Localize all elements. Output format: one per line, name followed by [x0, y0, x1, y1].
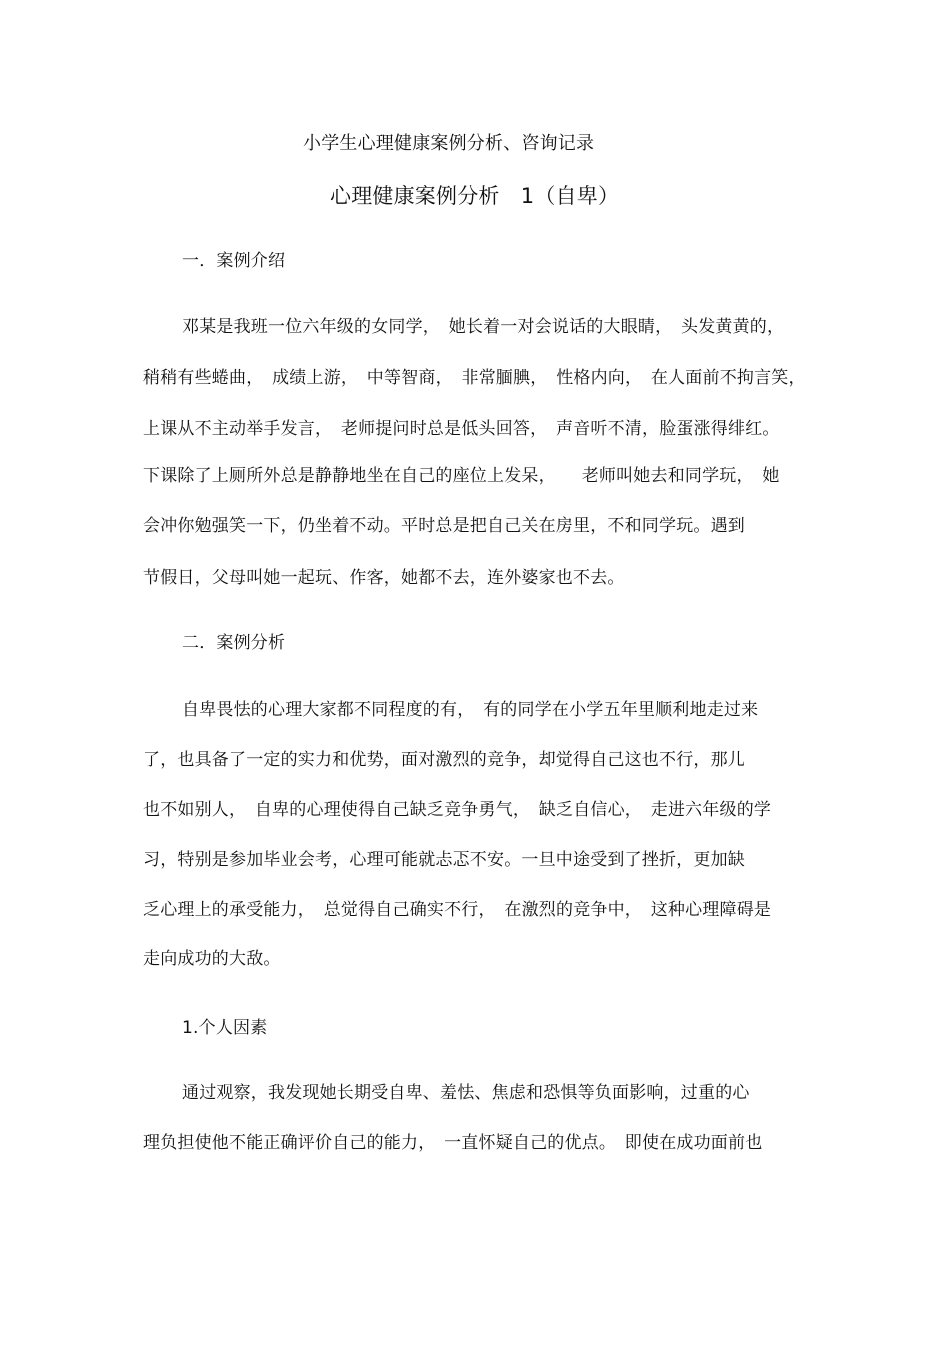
paragraph-line: 通过观察，我发现她长期受自卑、羞怯、焦虑和恐惧等负面影响，过重的心 — [182, 1083, 750, 1103]
paragraph-line: 节假日，父母叫她一起玩、作客，她都不去，连外婆家也不去。 — [143, 568, 625, 588]
paragraph-line: 邓某是我班一位六年级的女同学， 她长着一对会说话的大眼睛， 头发黄黄的， — [182, 317, 785, 337]
paragraph-line: 理负担使他不能正确评价自己的能力， 一直怀疑自己的优点。 即使在成功面前也 — [143, 1133, 763, 1153]
paragraph-line: 习，特别是参加毕业会考，心理可能就忐忑不安。一旦中途受到了挫折，更加缺 — [143, 850, 745, 870]
paragraph-line: 了，也具备了一定的实力和优势，面对激烈的竞争，却觉得自己这也不行，那儿 — [143, 750, 745, 770]
section-heading-case-intro: 一．案例介绍 — [182, 251, 286, 271]
paragraph-line: 稍稍有些蜷曲， 成绩上游， 中等智商， 非常腼腆， 性格内向， 在人面前不拘言笑， — [143, 368, 806, 388]
paragraph-line: 自卑畏怯的心理大家都不同程度的有， 有的同学在小学五年里顺利地走过来 — [182, 700, 759, 720]
paragraph-line: 会冲你勉强笑一下，仍坐着不动。平时总是把自己关在房里，不和同学玩。遇到 — [143, 516, 745, 536]
paragraph-line: 上课从不主动举手发言， 老师提问时总是低头回答， 声音听不清，脸蛋涨得绯红。 — [143, 419, 780, 439]
paragraph-line: 乏心理上的承受能力， 总觉得自己确实不行， 在激烈的竞争中， 这种心理障碍是 — [143, 900, 772, 920]
paragraph-line: 下课除了上厕所外总是静静地坐在自己的座位上发呆， 老师叫她去和同学玩， 她 — [143, 466, 780, 486]
paragraph-line: 也不如别人， 自卑的心理使得自己缺乏竞争勇气， 缺乏自信心， 走进六年级的学 — [143, 800, 772, 820]
paragraph-line: 走向成功的大敌。 — [143, 949, 281, 969]
document-title: 小学生心理健康案例分析、咨询记录 — [303, 133, 595, 154]
section-heading-personal-factors: 1.个人因素 — [182, 1018, 268, 1038]
section-heading-case-analysis: 二．案例分析 — [182, 633, 286, 653]
case-title: 心理健康案例分析 1（自卑） — [330, 184, 620, 208]
